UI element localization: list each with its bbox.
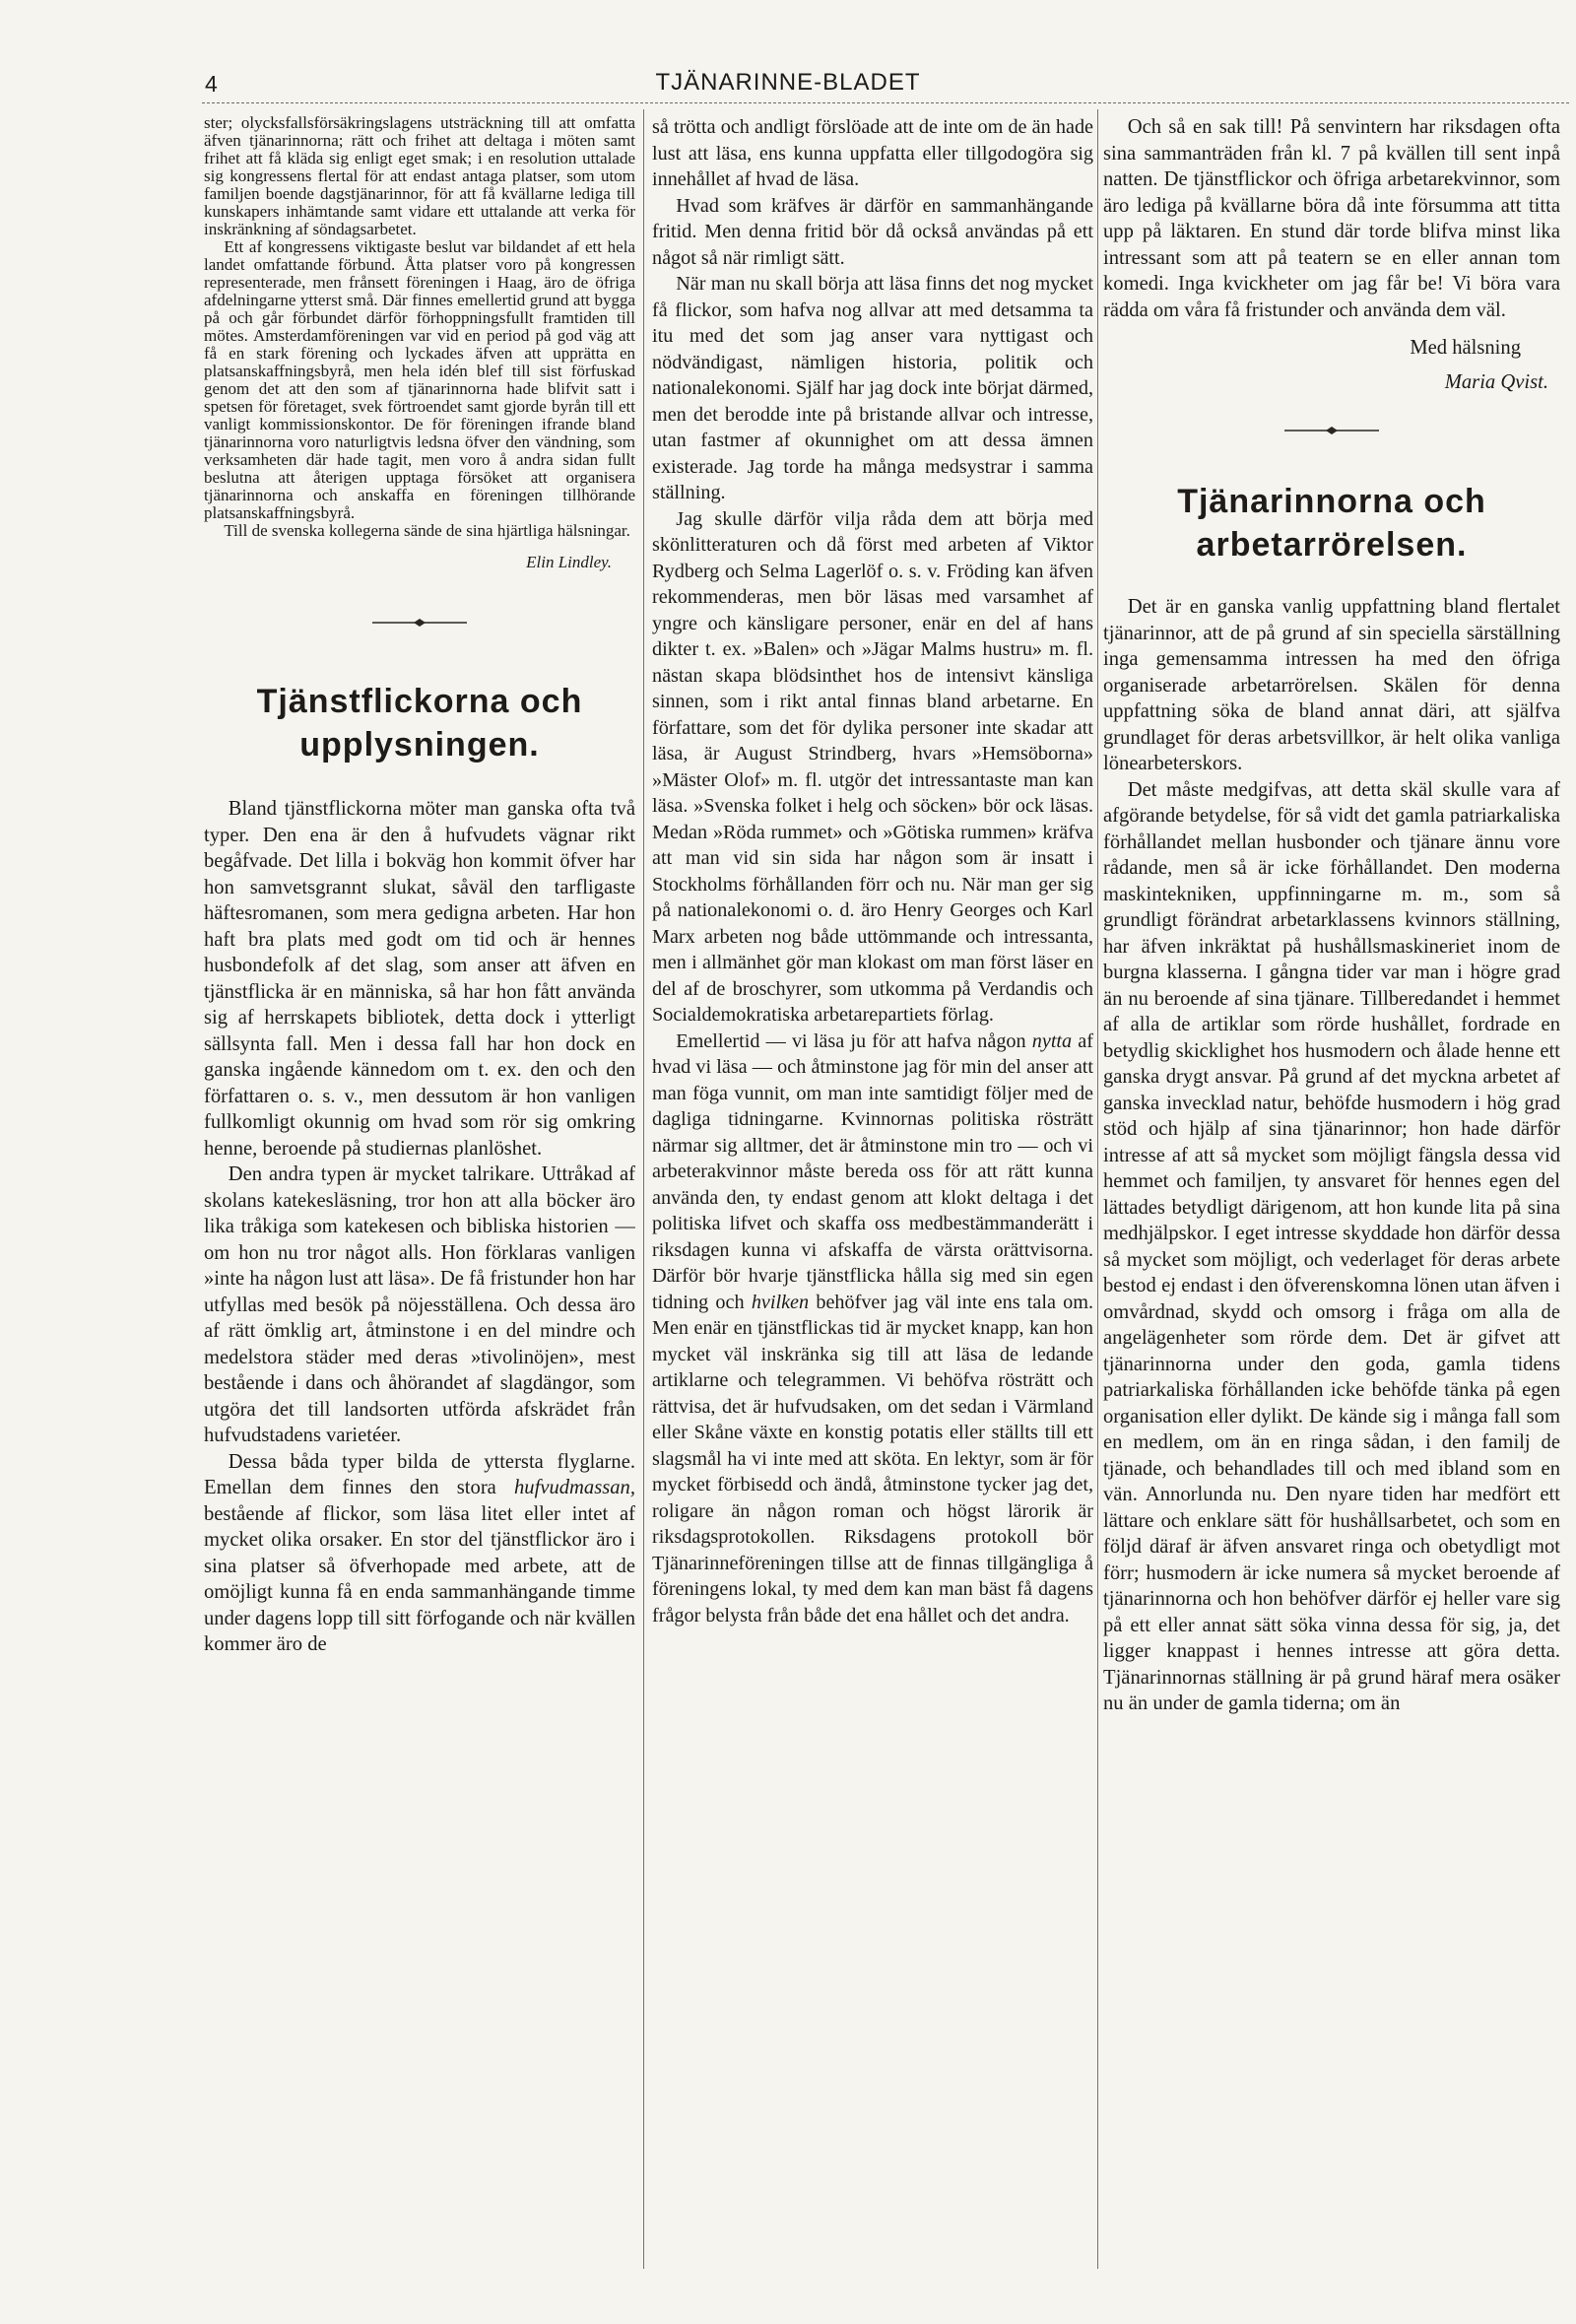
paragraph: Jag skulle därför vilja råda dem att börja med skönlitteraturen och då först med arbeten af Viktor Rydberg och Selma Lagerlöf o. s. v. Fröding kan äfven rekommenderas, men bör läsas med varsamhet af yngre och känsligare personer, enär en del af hans dikter t. ex. »Balen» och »Jägar Malms hustru» m. fl. nästan skapa blödsinthet hos de intensivt känsliga sinnen, som i rikt antal finnas bland arbetarne. En författare, som det för dylika personer inte skadar att läsa, är August Strindberg, hvars »Hemsöborna» »Mäster Olof» m. fl. utgör det intressantaste man kan läsa. »Svenska folket i helg och söcken» bör ock läsas. Medan »Röda rummet» och »Götiska rummen» kräfva att man vid sin sida har någon som är insatt i Stockholms förhållanden förr och nu. När man ger sig på nationalekonomi o. d. äro Henry Georges och Karl Marx arbeten nog både uttömmande och intressanta, men i allmänhet gör man klokast om man först läser en del af de broschyrer, som utkomma på Verdandis och Socialdemokratiska arbetarepartiets förlag.	[652, 507, 1093, 1026]
article-conclusion	[1103, 114, 1560, 323]
column-1	[204, 114, 635, 1658]
greeting: Med hälsning	[1410, 337, 1521, 359]
text-run: bestående af flickor, som läsa litet eller intet af mycket olika orsaker. En stor del tjänstflickor äro i sina platser så öfverhopade med arbete, att de omöjligt kunna få en enda sammanhängande timme under dagens lopp till sitt förfogande och när kvällen kommer äro de	[204, 1502, 635, 1655]
column-2	[652, 114, 1093, 1628]
emphasis: hufvudmassan,	[514, 1477, 635, 1498]
paragraph: ster; olycksfallsförsäkringslagens utsträckning till att omfatta äfven tjänarinnorna; rätt och frihet att deltaga i möten samt frihet att få kläda sig enligt eget smak; i en resolution uttalade sig kongressens flertal för att endast antaga platser, som utom familjen boende dagstjänarinnor, för att få kvällarne lediga till kunskapers inhämtande samt vidare ett uttalande att verka för inskränkning af söndagsarbetet.	[204, 114, 635, 238]
masthead: TJÄNARINNE-BLADET	[655, 69, 921, 96]
emphasis: nytta	[1031, 1029, 1073, 1052]
paragraph: När man nu skall börja att läsa finns det nog mycket få flickor, som hafva nog allvar att med detsamma ta itu med det som jag anser vara nyttigast och nödvändigast, nämligen historia, politik och nationalekonomi. Själf har jag dock inte börjat därmed, men det berodde inte på bristande allvar och intresse, utan fastmer af okunnighet om att dessa ämnen existerade. Jag torde ha många medsystrar i samma ställning.	[652, 273, 1093, 503]
paragraph: Den andra typen är mycket talrikare. Uttråkad af skolans katekesläsning, tror hon att alla böcker äro lika tråkiga som katekesen och bibliska historien — om hon nu tror något alls. Hon förklaras vanligen »inte ha någon lust att läsa». De få fristunder hon har utfyllas med besök på nöjesställena. Och dessa äro af rätt ömklig art, åtminstone i en del mindre och medelstora städer med deras »tivolinöjen», mest bestående i dans och åhörandet af slagdängor, som utgöra det till landsorten utförda afskrädet från hufvudstadens varietéer.	[204, 1163, 635, 1446]
paragraph: Bland tjänstflickorna möter man ganska ofta två typer. Den ena är den å hufvudets vägnar rikt begåfvade. Det lilla i bokväg hon kommit öfver har hon samvetsgrannt slukat, såväl den tarfligaste häftesromanen, som mera gedigna arbeten. Har hon haft bra plats med godt om tid och är hennes husbondefolk af det slag, som anser att äfven en tjänstflicka är en människa, så har hon fått använda sig af herrskapets bibliotek, detta dock i ytterligt sällsynta fall. Men i dessa fall har hon dock en ganska ingående kännedom om t. ex. den och den författaren o. s. v., men dessutom är hon vanligen fullkomligt okunnig om hvad som rör sig omkring henne, beroende på studiernas planlöshet.	[204, 798, 635, 1160]
text-run: af hvad vi läsa — och åtminstone jag för min del anser att man föga vunnit, om man inte samtidigt följer med de dagliga tidningarne. Kvinnornas politiska rösträtt närmar sig alltmer, det är åtminstone min tro — och vi arbeterakvinnor måste bereda oss för att rätt kunna använda den, ty endast genom att klokt deltaga i det politiska lifvet och skaffa oss medbestämmanderätt i riksdagen kunna vi afskaffa de värsta orättvisorna. Därför bör hvarje tjänstflicka hålla sig med sin egen tidning och	[652, 1029, 1093, 1313]
paragraph: så trötta och andligt förslöade att de inte om de än hade lust att läsa, ens kunna uppfatta eller tillgodogöra sig innehållet af hvad de läsa.	[652, 116, 1093, 190]
paragraph	[204, 1449, 635, 1658]
article-congress-report	[204, 114, 635, 540]
paragraph: Det måste medgifvas, att detta skäl skulle vara af afgörande betydelse, för så vidt det gamla patriarkaliska förhållandet mellan husbonder och tjänare ännu vore rådande, men så är icke förhållandet. Den moderna maskintekniken, uppfinningarne m. m., som så grundligt förändrat arbetarklassens kvinnors ställning, har äfven inkräktat på hushållsmaskineriet inom de burgna klasserna. I gångna tider var man i högre grad än nu beroende af sina tjänare. Tillberedandet i hemmet af alla de artiklar som rörde hushållet, fordrade en betydlig skicklighet hos husmodern och ålade henne ett ganska drygt ansvar. På grund af det myckna arbetet af ganska invecklad natur, behöfde husmodern i hög grad stöd och hjälp af sina tjänarinnor; hon hade därför intresse af att så mycket som möjligt fängsla dessa vid hemmet och familjen, ty ansvaret för hennes egen del lättades betydligt därigenom, att hon kunde lita på sina medhjälpskor. I eget intresse skyddade hon därför dessa så mycket som möjligt, och vederlaget för deras arbete bestod ej endast i den öfverenskomna lönen utan äfven i omvårdnad, skydd och omsorg i fråga om alla de angelägenheter som rörde dem. Det är gifvet att tjänarinnorna under den goda, gamla tidens patriarkaliska förhållanden icke behöfde tänka på egen organisation eller dylikt. De kände sig i många fall som en medlem, om än en ringa sådan, i den familj de tjänade, och behandlades till och med ibland som en vän. Annorlunda nu. Den nyare tiden har medfört ett lättare och enklare sätt för hushållsarbetet, och som en följd däraf är äfven ansvaret ringa och obetydligt mot förr; husmodern är icke numera så mycket beroende af tjänarinnorna och hon behöfver därför ej heller vare sig på ett eller annat sätt söka vinna dessa för sig, ja, det ligger knappast i hennes intresse att göra detta. Tjänarinnornas ställning är på grund häraf mera osäker nu än under de gamla tiderna; om än	[1103, 778, 1560, 1714]
page-number: 4	[205, 71, 218, 97]
text-run: Dessa båda typer bilda de yttersta flyglarne. Emellan dem finnes den stora	[204, 1450, 635, 1498]
paragraph: Hvad som kräfves är därför en sammanhängande fritid. Men denna fritid bör då också användas på ett något så när rimligt sätt.	[652, 194, 1093, 269]
article-continuation	[652, 114, 1093, 1628]
column-divider-2	[1097, 109, 1098, 2269]
text-run: Emellertid — vi läsa ju för att hafva någon	[676, 1029, 1032, 1052]
emphasis: hvilken	[751, 1291, 810, 1313]
divider-ornament	[1284, 425, 1379, 436]
divider-ornament	[372, 617, 467, 629]
article-tjanstflickorna	[204, 796, 635, 1658]
paragraph: Det är en ganska vanlig uppfattning bland flertalet tjänarinnor, att de på grund af sin speciella särställning inga gemensamma intressen ha med den öfriga organiserade arbetarrörelsen. Skälen för denna uppfattning söka de bland annat däri, att själfva grundlaget för deras arbetsvillkor, är helt olika vanliga lönearbeterskors.	[1103, 596, 1560, 774]
headline-tjanarinnorna: Tjänarinnorna och arbetarrörelsen.	[1177, 483, 1486, 564]
headline-tjanstflickorna: Tjänstflickorna och upplysningen.	[256, 683, 583, 764]
signature-elin-lindley: Elin Lindley.	[526, 553, 612, 571]
article-tjanarinnorna	[1103, 594, 1560, 1717]
paragraph: Ett af kongressens viktigaste beslut var bildandet af ett hela landet omfattande förbund. Åtta platser voro på kongressen representerade, men frånsett föreningen i Haag, äro de öfriga afdelningarne ytterst små. Där finnes emellertid grund att bygga på och går förbundet därför förhoppningsfullt framtiden till mötes. Amsterdamföreningen var vid en period på god väg att få en stark förening och lyckades äfven att upprätta en platsanskaffningsbyrå, men hela idén blef till sist förfuskad genom det att den som af tjänarinnorna hade blifvit satt i spetsen för företaget, svek förtroendet samt gjorde byrån till ett vanligt kommissionskontor. De för föreningen ifrande bland tjänarinnorna voro naturligtvis ledsna öfver den vändning, som verksamheten där hade tagit, men voro å andra sidan fullt beslutna att återigen upptaga försöket att organisera tjänarinnorna och anskaffa en föreningen tillhörande platsanskaffningsbyrå.	[204, 237, 635, 522]
header-rule	[202, 102, 1569, 103]
column-divider-1	[643, 109, 644, 2269]
text-run: behöfver jag väl inte ens tala om. Men enär en tjänstflickas tid är mycket knapp, kan hon mycket väl inskränka sig till att läsa de ledande artiklarne och telegrammen. Vi behöfva rösträtt och rättvisa, det är hufvudsaken, om det sedan i Värmland eller Skåne växte en konstig potatis eller ställts till ett slagsmål ha vi inte med att sköta. En lektyr, som är för mycket förbisedd och ändå, åtminstone tycker jag det, roligare än någon roman och högst lärorik är riksdagsprotokollen. Riksdagens protokoll bör Tjänarinneföreningen tillse att de finnas tillgängliga å föreningens lokal, ty med dem kan man bäst få dagens frågor belysta från både det ena hållet och det andra.	[652, 1291, 1093, 1627]
paragraph: Och så en sak till! På senvintern har riksdagen ofta sina sammanträden från kl. 7 på kvällen till sent inpå natten. De tjänstflickor och öfriga arbetarekvinnor, som äro lediga på kvällarne böra då inte försumma att titta upp på läktaren. En stund där torde blifva minst lika intressant som att på teatern se en eller annan tom komedi. Inga kvickheter om jag får be! Vi böra vara rädda om våra få fristunder och använda dem väl.	[1103, 116, 1560, 321]
column-3	[1103, 114, 1560, 1717]
paragraph	[652, 1029, 1093, 1629]
paragraph: Till de svenska kollegerna sände de sina hjärtliga hälsningar.	[224, 521, 630, 540]
signature-maria-qvist: Maria Qvist.	[1444, 370, 1548, 393]
